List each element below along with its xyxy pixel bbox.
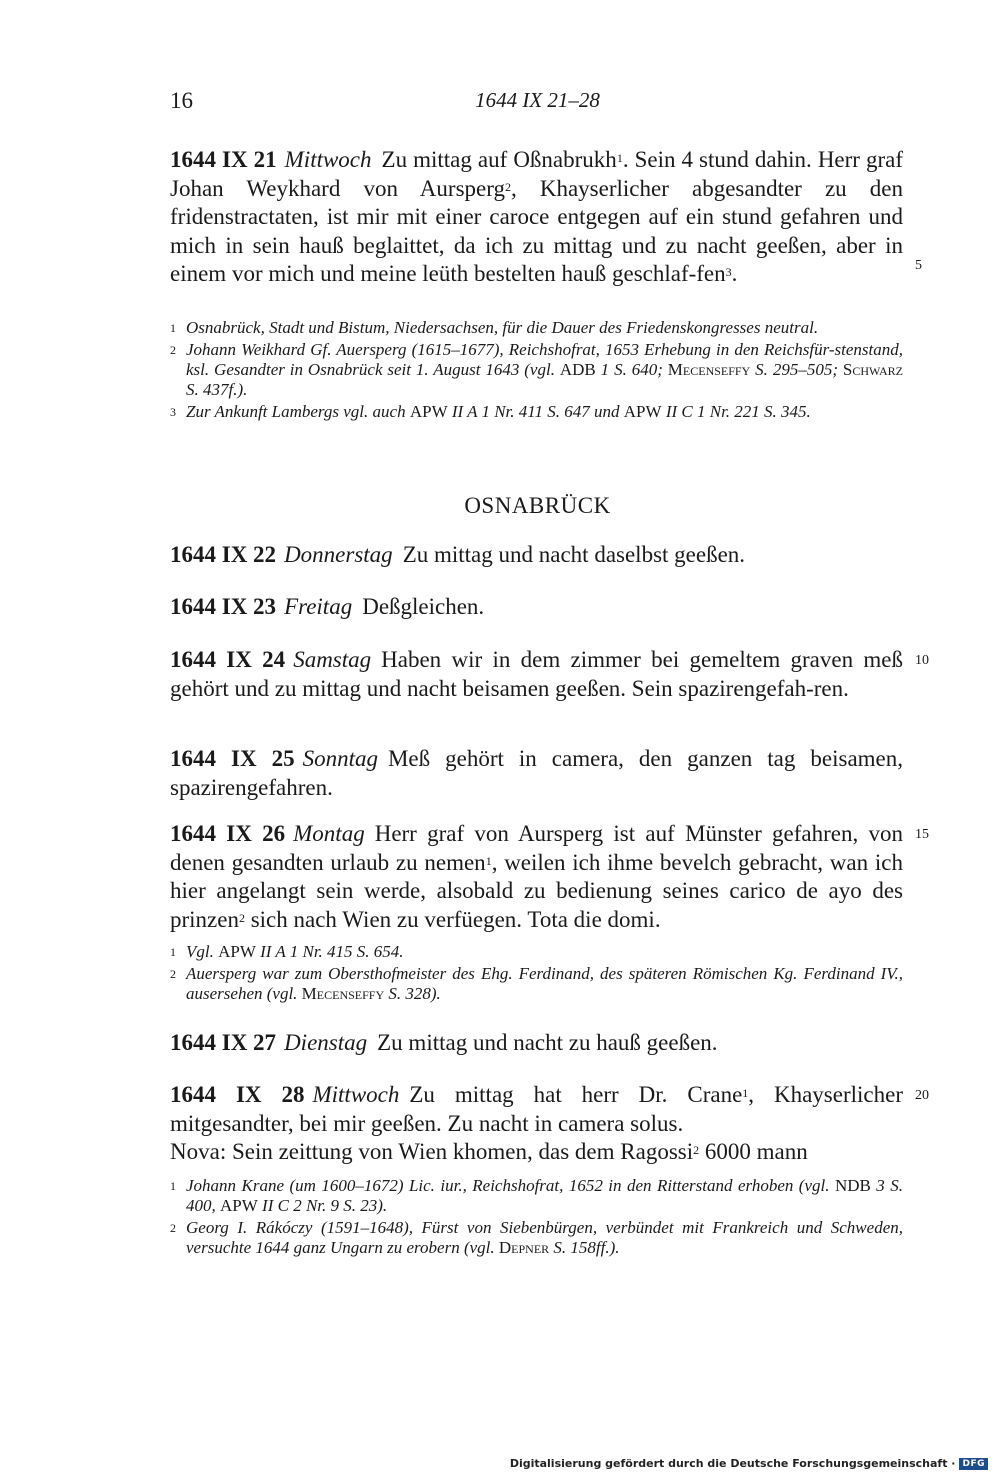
entry-date: 1644 IX 27 (170, 1030, 277, 1055)
entry-date: 1644 IX 26 (170, 821, 286, 846)
entry-text: Haben wir in dem zimmer bei gemeltem graven meß gehört und zu mittag und nacht beisamen geeßen. Sein spazirengefah-ren. (170, 647, 903, 701)
entry-ix-26 (170, 820, 903, 934)
footnote-text: Auersperg war zum Obersthofmeister des Ehg. Ferdinand, des späteren Römischen Kg. Ferdinand IV., ausersehen (vgl. (186, 964, 903, 1003)
entry-text: , weilen ich ihme bevelch gebracht, wan ich hier angelangt sein werde, alsobald zu bedienung seines carico de ayo des prinzen (170, 849, 903, 932)
footnote (170, 402, 903, 422)
footnotes-block-1 (170, 318, 903, 424)
footnotes-block-2 (170, 942, 903, 1006)
entry-text: Herr graf von Aursperg ist auf Münster gefahren, von denen gesandten urlaub zu nemen (170, 821, 903, 875)
entry-day: Samstag (293, 647, 372, 672)
footnote-author: Depner (498, 1238, 550, 1257)
entry-text: . Sein 4 stund dahin. Herr graf Johan Weykhard von Aursperg (170, 147, 904, 201)
footnote-text: 3 S. 400, (186, 1176, 903, 1215)
footnote-text: Osnabrück, Stadt und Bistum, Niedersachsen, für die Dauer des Friedenskongresses neutral. (186, 318, 819, 337)
entry-paragraph (170, 146, 903, 289)
entry-date: 1644 IX 28 (170, 1082, 305, 1107)
footnote-author: Schwarz (842, 360, 904, 379)
footnote-mark: 2 (170, 1221, 176, 1235)
footnote-text: 1 S. 640; (595, 360, 668, 379)
footnote-ref: 2 (693, 1143, 700, 1157)
entry-day: Montag (293, 821, 365, 846)
footnote (170, 318, 903, 338)
entry-date: 1644 IX 21 (170, 147, 277, 172)
footnote-author: Mecenseffy (667, 360, 751, 379)
entry-paragraph (170, 820, 903, 934)
entry-text: Nova: Sein zeittung von Wien khomen, das dem Ragossi (170, 1139, 694, 1164)
line-number: 10 (915, 653, 929, 668)
page-number: 16 (170, 88, 193, 113)
entry-ix-27 (170, 1029, 903, 1058)
footnote-reference: ADB (559, 360, 596, 379)
line-number: 20 (915, 1088, 929, 1103)
footnote (170, 340, 903, 400)
footnote-mark: 3 (170, 405, 176, 419)
entry-text: . (731, 261, 738, 286)
footnote-ref: 3 (725, 265, 732, 279)
footnote-reference: APW (409, 402, 448, 421)
entry-ix-21 (170, 146, 903, 289)
entry-date: 1644 IX 23 (170, 594, 277, 619)
footnote (170, 964, 903, 1004)
entry-text: Zu mittag und nacht daselbst geeßen. (402, 542, 746, 567)
entry-ix-25 (170, 745, 903, 802)
entry-text: Deßgleichen. (362, 594, 485, 619)
footnote-text: Vgl. (186, 942, 219, 961)
footnote-text: Johann Weikhard Gf. Auersperg (1615–1677), Reichshofrat, 1653 Erhebung in den Reichsfür-stenstand, ksl. Gesandter in Osnabrück seit 1. August 1643 (vgl. (186, 340, 903, 379)
footnote-text: Zur Ankunft Lambergs vgl. auch (186, 402, 410, 421)
footnote-ref: 1 (742, 1086, 749, 1100)
entry-text: 6000 mann (699, 1139, 808, 1164)
entry-text: sich nach Wien zu verfüegen. Tota die domi. (244, 906, 661, 932)
entry-paragraph (170, 593, 903, 622)
footnote-reference: APW (218, 942, 256, 961)
entry-day: Dienstag (284, 1030, 368, 1055)
footnote (170, 1176, 903, 1216)
footnote-mark: 1 (170, 1179, 176, 1193)
footnote-text: II C 1 Nr. 221 S. 345. (661, 402, 811, 421)
entry-text: Zu mittag auf Oßnabrukh (381, 147, 617, 172)
dfg-logo-icon: DFG (959, 1458, 988, 1470)
entry-ix-23 (170, 593, 903, 622)
entry-text: Meß gehört in camera, den ganzen tag beisamen, spazirengefahren. (170, 746, 903, 800)
entry-day: Mittwoch (284, 147, 372, 172)
footnote-text: S. 328). (384, 984, 441, 1003)
footnote-ref: 1 (485, 853, 492, 868)
footnote-mark: 2 (170, 967, 176, 981)
line-number: 15 (915, 827, 929, 842)
footnote-reference: APW (220, 1196, 258, 1215)
footnote-mark: 1 (170, 945, 176, 959)
entry-date: 1644 IX 22 (170, 542, 277, 567)
entry-paragraph (170, 1029, 903, 1058)
entry-text: Zu mittag hat herr Dr. Crane (409, 1082, 743, 1107)
footnote-ref: 2 (238, 910, 245, 925)
entry-day: Freitag (284, 594, 353, 619)
footnote-ref: 2 (504, 179, 511, 194)
credit-text: Digitalisierung gefördert durch die Deutsche Forschungsgemeinschaft · (509, 1457, 956, 1470)
footnote-text: II A 1 Nr. 411 S. 647 und (447, 402, 624, 421)
entry-date: 1644 IX 25 (170, 746, 295, 771)
entry-paragraph (170, 1138, 903, 1167)
footnotes-block-3 (170, 1176, 903, 1260)
entry-ix-22 (170, 541, 903, 570)
entry-text: , Khayserlicher mitgesandter, bei mir geeßen. Zu nacht in camera solus. (170, 1082, 903, 1136)
footnote-text: S. 295–505; (750, 360, 843, 379)
footnote (170, 1218, 903, 1258)
footnote-text: II A 1 Nr. 415 S. 654. (255, 942, 404, 961)
entry-ix-28 (170, 1081, 903, 1167)
line-number: 5 (915, 258, 922, 273)
footnote-text: S. 437f.). (186, 380, 248, 399)
footnote-text: II C 2 Nr. 9 S. 23). (257, 1196, 388, 1215)
entry-text: Zu mittag und nacht zu hauß geeßen. (377, 1030, 718, 1055)
entry-ix-24 (170, 646, 903, 703)
entry-text: , Khayserlicher abgesandter zu den fridenstractaten, ist mir mit einer caroce entgegen auf ein stund gefahren und mich in sein hauß beglaittet, da ich zu mittag und zu nacht geeßen, aber in einem vor mich und meine leüth bestelten hauß geschlaf-fen (170, 175, 903, 286)
entry-day: Donnerstag (284, 542, 393, 567)
entry-day: Sonntag (302, 746, 378, 771)
footnote-text: S. 158ff.). (549, 1238, 620, 1257)
footnote-author: Mecenseffy (301, 984, 385, 1003)
entry-paragraph (170, 646, 903, 703)
footnote-reference: NDB (834, 1176, 871, 1195)
footnote-mark: 2 (170, 343, 176, 357)
entry-paragraph (170, 1081, 903, 1138)
running-head: 1644 IX 21–28 (475, 88, 600, 112)
footnote-text: Georg I. Rákóczy (1591–1648), Fürst von Siebenbürgen, verbündet mit Frankreich und Schweden, versuchte 1644 ganz Ungarn zu erobern (vgl. (186, 1218, 903, 1257)
footnote-mark: 1 (170, 321, 176, 335)
footnote-reference: APW (623, 402, 662, 421)
footnote (170, 942, 903, 962)
digitization-credit (510, 1457, 988, 1470)
entry-paragraph (170, 745, 903, 802)
entry-date: 1644 IX 24 (170, 647, 286, 672)
entry-paragraph (170, 541, 903, 570)
footnote-ref: 1 (616, 151, 623, 165)
footnote-text: Johann Krane (um 1600–1672) Lic. iur., Reichshofrat, 1652 in den Ritterstand erhoben (vgl. (186, 1176, 835, 1195)
section-title: OSNABRÜCK (464, 493, 611, 518)
entry-day: Mittwoch (312, 1082, 400, 1107)
